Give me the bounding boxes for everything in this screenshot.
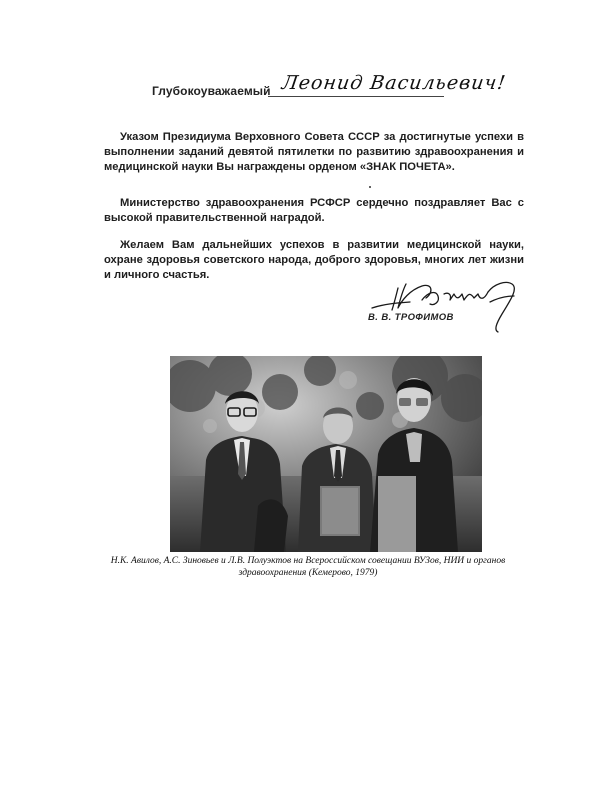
handwritten-signature xyxy=(362,270,562,336)
photo-caption: Н.К. Авилов, А.С. Зиновьев и Л.В. Полуэктов на Всероссийском совещании ВУЗов, НИИ и органов здравоохранения (Кемерово, 1979) xyxy=(110,556,506,578)
signer-name: В. В. ТРОФИМОВ xyxy=(368,312,454,323)
salutation-underline xyxy=(268,96,444,97)
paper-speck xyxy=(369,186,371,188)
congratulation-letter xyxy=(0,0,612,345)
photo-image xyxy=(170,356,482,552)
handwritten-name: Леонид Васильевич! xyxy=(280,72,508,94)
group-photograph xyxy=(170,356,482,552)
letter-paragraph-congratulation: Министерство здравоохранения РСФСР сердечно поздравляет Вас с высокой правительственной наградой. xyxy=(104,197,524,224)
salutation: Глубокоуважаемый xyxy=(152,84,271,98)
letter-paragraph-wishes: Желаем Вам дальнейших успехов в развитии медицинской науки, охране здоровья советского народа, доброго здоровья, многих лет жизни и личного счастья. xyxy=(104,239,524,281)
letter-paragraph-decree: Указом Президиума Верховного Совета СССР за достигнутые успехи в выполнении заданий девятой пятилетки по развитию здравоохранения и медицинской науки Вы награждены орденом «ЗНАК ПОЧЕТА». xyxy=(104,131,524,173)
